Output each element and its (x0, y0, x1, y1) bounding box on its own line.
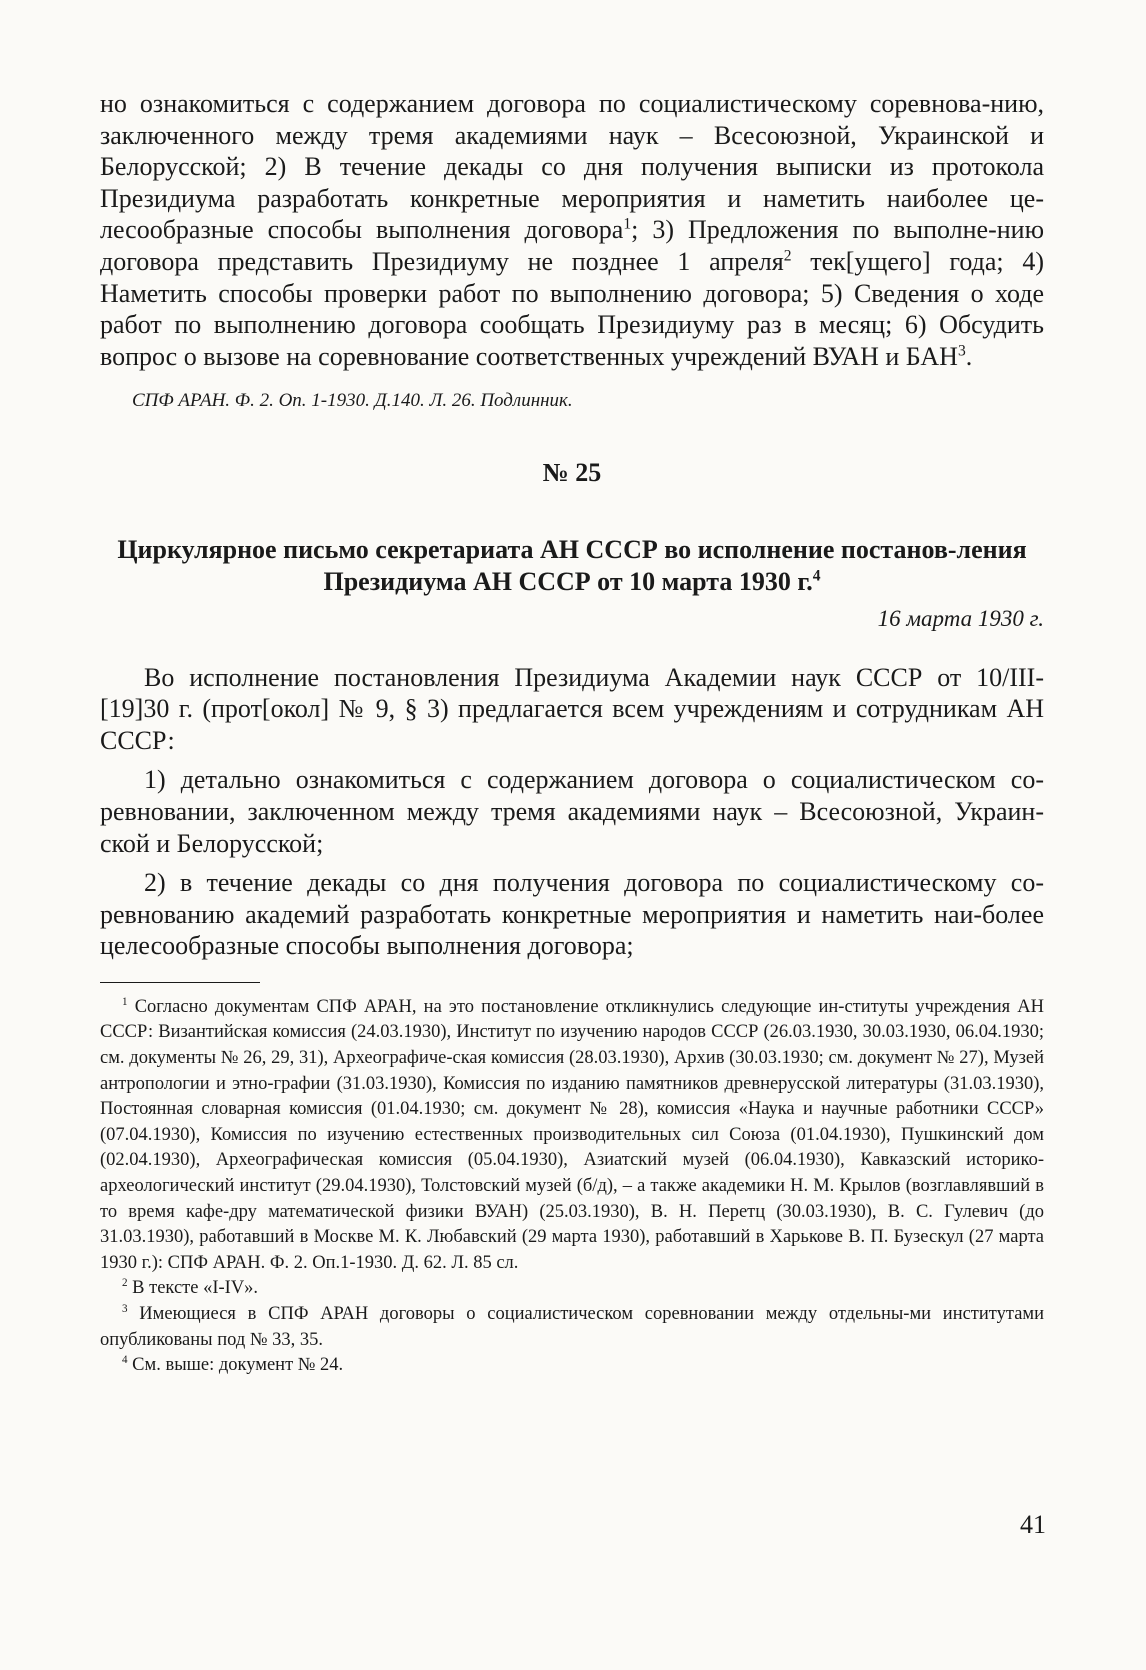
page-number: 41 (1020, 1510, 1046, 1539)
footnote-ref-4[interactable]: 4 (812, 567, 821, 585)
document-title-text: Циркулярное письмо секретариата АН СССР во исполнение постанов-ления Президиума АН СССР от 10 марта 1930 г. (117, 535, 1027, 596)
continued-paragraph (100, 88, 1044, 372)
footnote-ref-1[interactable]: 1 (623, 215, 632, 233)
footnote-3 (100, 1302, 1044, 1353)
footnote-ref-2[interactable]: 2 (783, 247, 792, 265)
document-title (100, 534, 1044, 597)
footnote-ref-3[interactable]: 3 (957, 342, 966, 360)
footnote-text: Согласно документам СПФ АРАН, на это постановление откликнулись следующие ин-ституты учреждения АН СССР: Византийская комиссия (24.03.1930), Институт по изучению народов СССР (26.03.1930, 30.03.1930, 06.04.1930; см. документы № 26, 29, 31), Археографиче-ская комиссия (28.03.1930), Архив (30.03.1930; см. документ № 27), Музей антропологии и этно-графии (31.03.1930), Комиссия по изданию памятников древнерусской литературы (31.03.1930), Постоянная словарная комиссия (01.04.1930; см. документ № 28), комиссия «Наука и научные работники СССР» (07.04.1930), Комиссия по изучению естественных производительных сил Союза (01.04.1930), Пушкинский дом (02.04.1930), Археографическая комиссия (05.04.1930), Азиатский музей (06.04.1930), Кавказский историко-археологический институт (29.04.1930), Толстовский музей (б/д), – а также академики Н. М. Крылов (возглавлявший в то время кафе-дру математической физики ВУАН) (25.03.1930), В. Н. Перетц (30.03.1930), В. С. Гулевич (до 31.03.1930), работавший в Москве М. К. Любавский (29 марта 1930), работавший в Харькове В. П. Бузескул (27 марта 1930 г.): СПФ АРАН. Ф. 2. Оп.1-1930. Д. 62. Л. 85 сл. (100, 996, 1044, 1273)
body-paragraph-2: 1) детально ознакомиться с содержанием договора о социалистическом со-ревновании, заключенном между тремя академиями наук – Всесоюзной, Украин-ской и Белорусской; (100, 765, 1044, 858)
continued-text-part-3: тек[ущего] года; 4) Наметить способы проверки работ по выполнению договора; 5) Сведения о ходе работ по выполнению договора сообщать Президиуму раз в месяц; 6) Обсудить вопрос о вызове на соревнование соответственных учреждений ВУАН и БАН (100, 246, 1044, 371)
footnote-text: В тексте «I-IV». (132, 1278, 259, 1299)
footnote-1 (100, 995, 1044, 1277)
document-date: 16 марта 1930 г. (877, 605, 1044, 631)
continued-text-end: . (965, 341, 973, 371)
page-content (100, 88, 1044, 1379)
footnote-text: См. выше: документ № 24. (132, 1355, 344, 1376)
footnote-mark: 3 (122, 1302, 128, 1315)
body-paragraph-3: 2) в течение декады со дня получения договора по социалистическому со-ревнованию академий разработать конкретные мероприятия и наметить наи-более целесообразные способы выполнения договора; (100, 868, 1044, 961)
footnote-mark: 2 (122, 1277, 128, 1290)
footnotes (100, 995, 1044, 1379)
footnote-separator (100, 982, 260, 983)
footnote-4 (100, 1353, 1044, 1379)
footnote-text: Имеющиеся в СПФ АРАН договоры о социалистическом соревновании между отдельны-ми институтами опубликованы под № 33, 35. (100, 1304, 1045, 1350)
continued-text-part-2: ; 3) Предложения по выполне-нию договора представить Президиуму не позднее 1 апреля (100, 215, 1044, 276)
continued-text-part-1: но ознакомиться с содержанием договора по социалистическому соревнова-нию, заключенного между тремя академиями наук – Всесоюзной, Украинской и Белорусской; 2) В течение декады со дня получения выписки из протокола Президиума разработать конкретные мероприятия и наметить наиболее це-лесообразные способы выполнения договора (100, 89, 1044, 245)
footnote-2 (100, 1276, 1044, 1302)
footnote-mark: 4 (122, 1354, 128, 1367)
document-number: № 25 (542, 458, 602, 488)
footnote-mark: 1 (122, 995, 128, 1008)
archive-source-note: СПФ АРАН. Ф. 2. Оп. 1-1930. Д.140. Л. 26. Подлинник. (132, 390, 573, 412)
body-paragraph-1: Во исполнение постановления Президиума Академии наук СССР от 10/III-[19]30 г. (прот[окол] № 9, § 3) предлагается всем учреждениям и сотрудникам АН СССР: (100, 662, 1044, 755)
